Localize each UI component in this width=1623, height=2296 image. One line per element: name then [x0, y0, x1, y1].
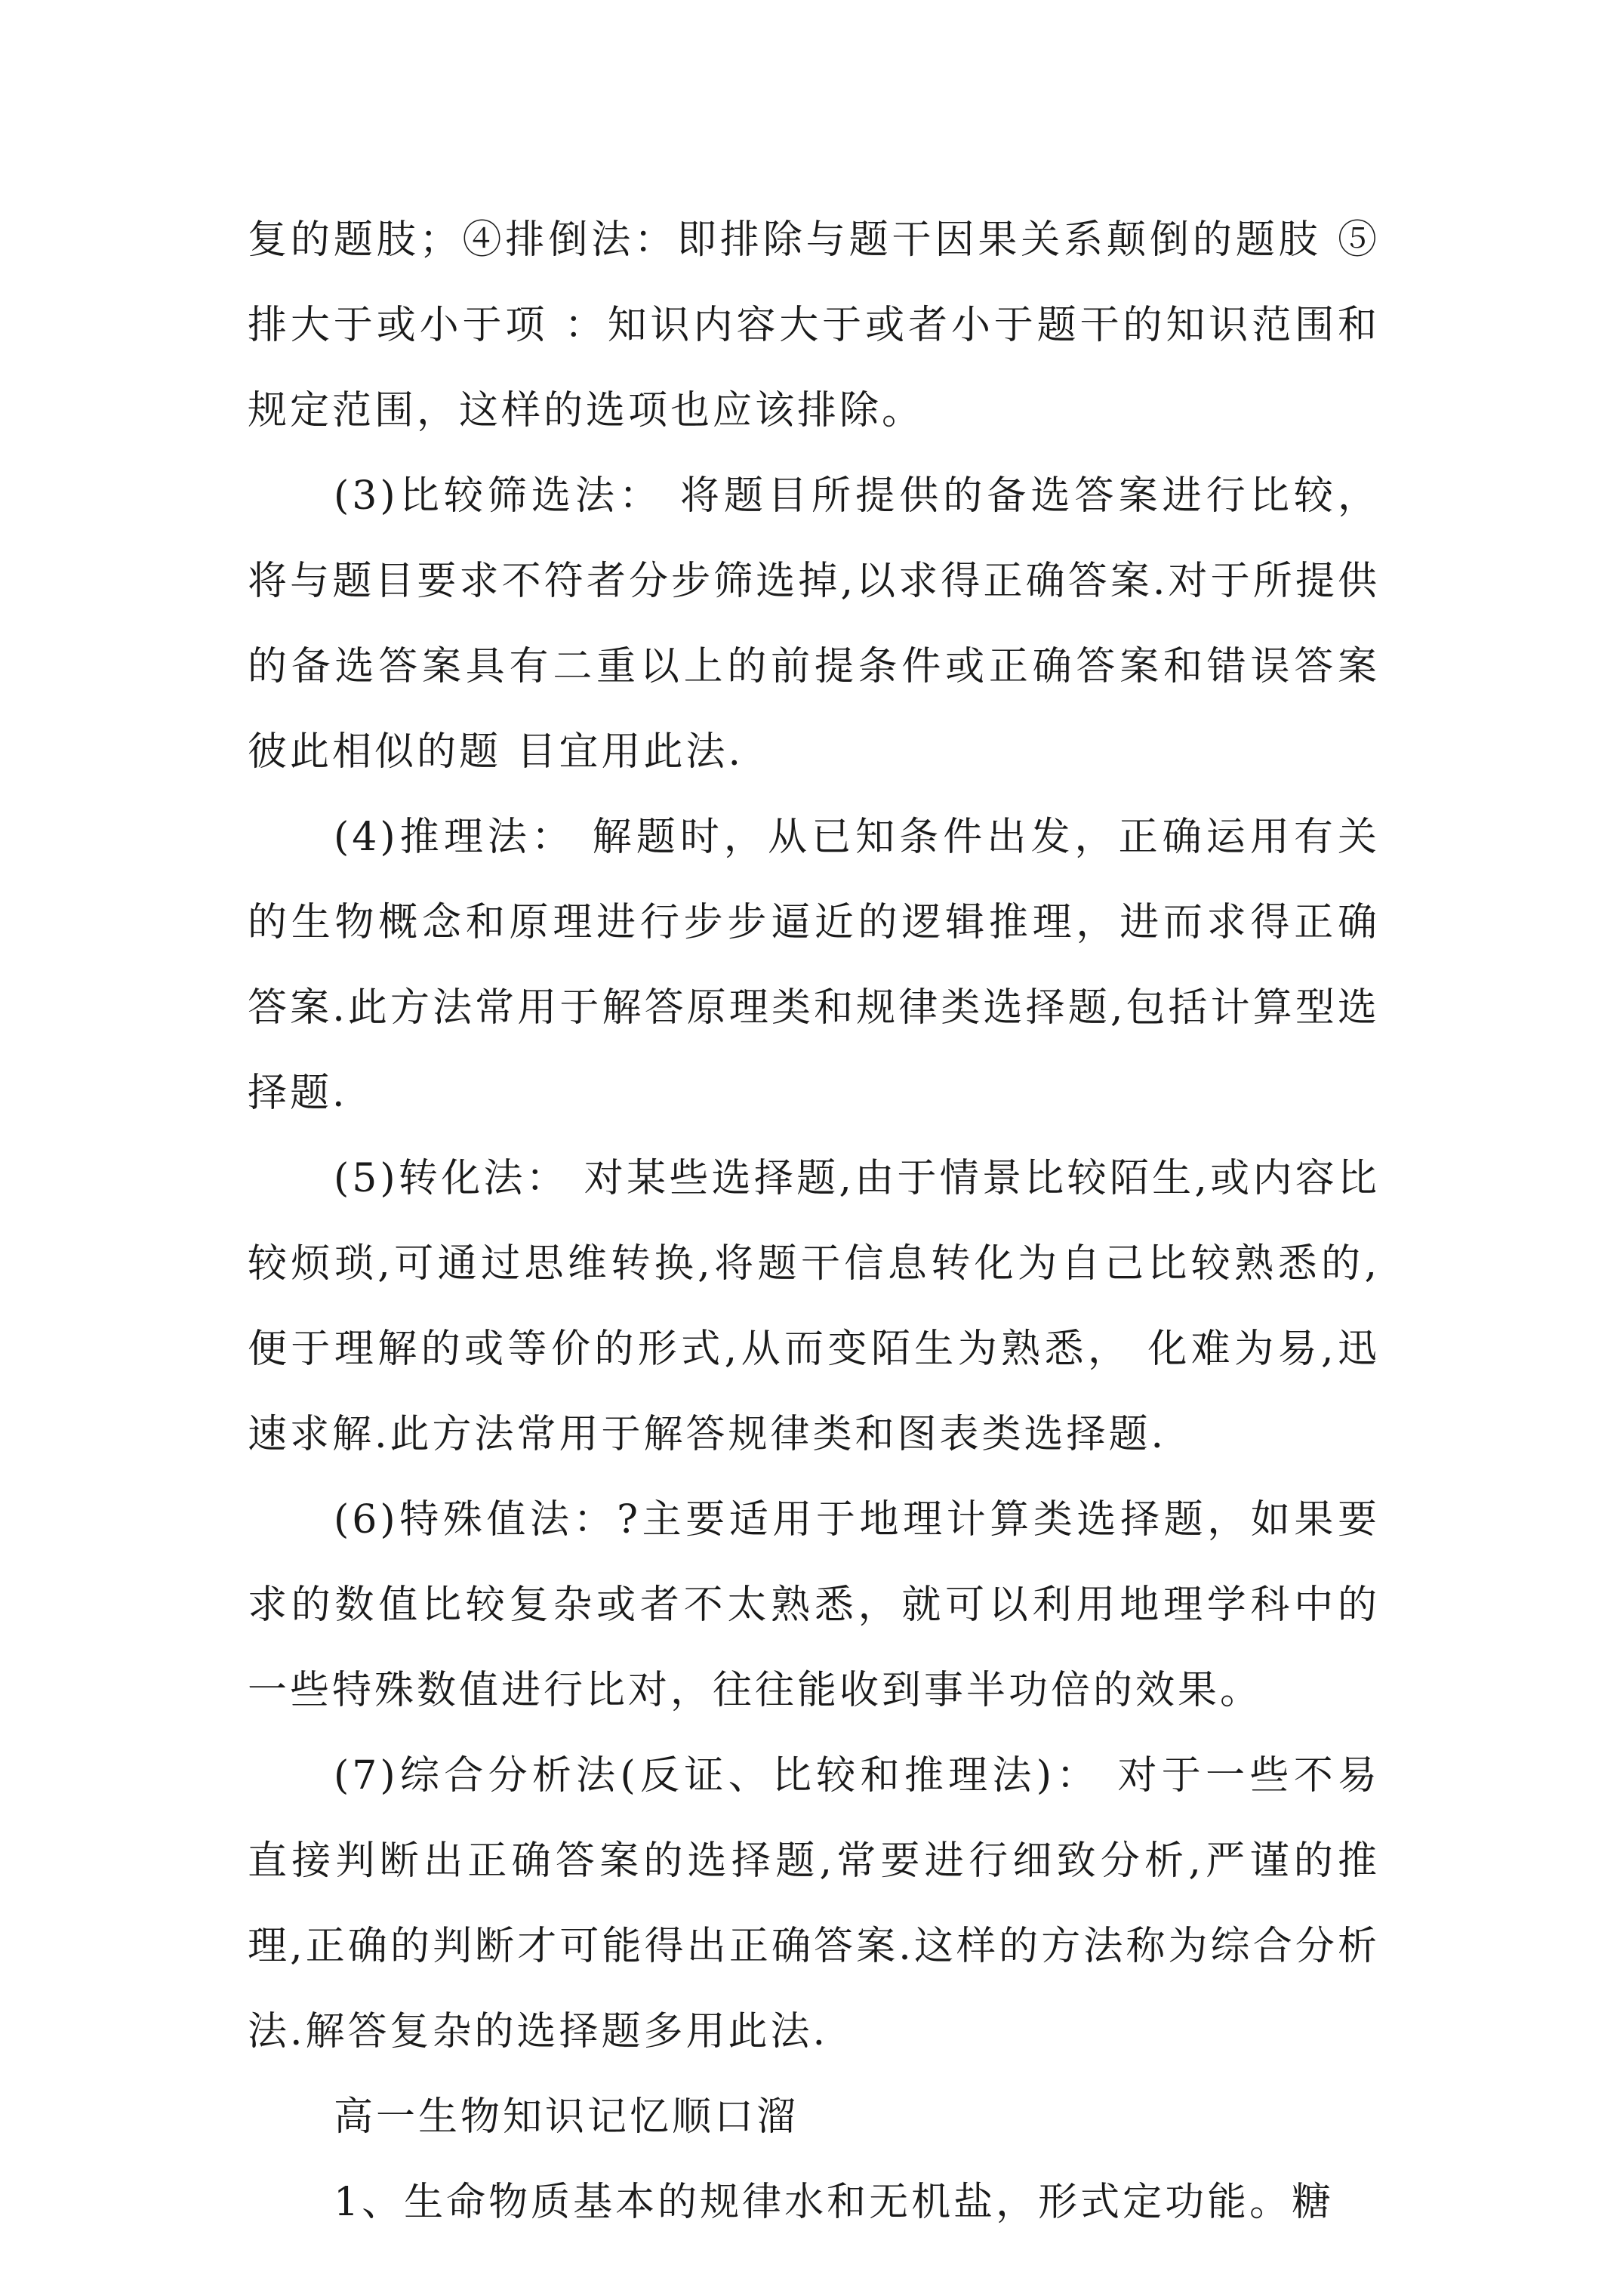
- paragraph-elimination-continued: 复的题肢；④排倒法：即排除与题干因果关系颠倒的题肢 ⑤排大于或小于项 ：知识内容大于或者小于题干的知识范围和规定范围，这样的选项也应该排除。: [248, 217, 1380, 433]
- paragraph-rhyme-item-1: 1、生命物质基本的规律水和无机盐，形式定功能。糖: [334, 2180, 1335, 2225]
- paragraph-reasoning-method: (4)推理法： 解题时，从已知条件出发，正确运用有关的生物概念和原理进行步步逼近的逻辑推理，进而求得正确答案.此方法常用于解答原理类和规律类选择题,包括计算型选择题.: [248, 815, 1380, 1116]
- document-body: [248, 198, 1380, 2245]
- paragraph-comprehensive-analysis: (7)综合分析法(反证、比较和推理法)： 对于一些不易直接判断出正确答案的选择题,常要进行细致分析,严谨的推理,正确的判断才可能得出正确答案.这样的方法称为综合分析法.解答复杂的选择题多用此法.: [248, 1753, 1380, 2054]
- paragraph-transformation-method: (5)转化法： 对某些选择题,由于情景比较陌生,或内容比较烦琐,可通过思维转换,将题干信息转化为自己比较熟悉的,便于理解的或等价的形式,从而变陌生为熟悉， 化难为易,迅速求解.此方法常用于解答规律类和图表类选择题.: [248, 1156, 1380, 1457]
- paragraph-comparison-screening: (3)比较筛选法： 将题目所提供的备选答案进行比较，将与题目要求不符者分步筛选掉,以求得正确答案.对于所提供的备选答案具有二重以上的前提条件或正确答案和错误答案彼此相似的题 目宜用此法.: [248, 473, 1380, 775]
- paragraph-special-value-method: (6)特殊值法：?主要适用于地理计算类选择题，如果要求的数值比较复杂或者不太熟悉，就可以利用地理学科中的一些特殊数值进行比对，往往能收到事半功倍的效果。: [248, 1497, 1380, 1713]
- section-heading-memory-rhymes: 高一生物知识记忆顺口溜: [334, 2094, 799, 2140]
